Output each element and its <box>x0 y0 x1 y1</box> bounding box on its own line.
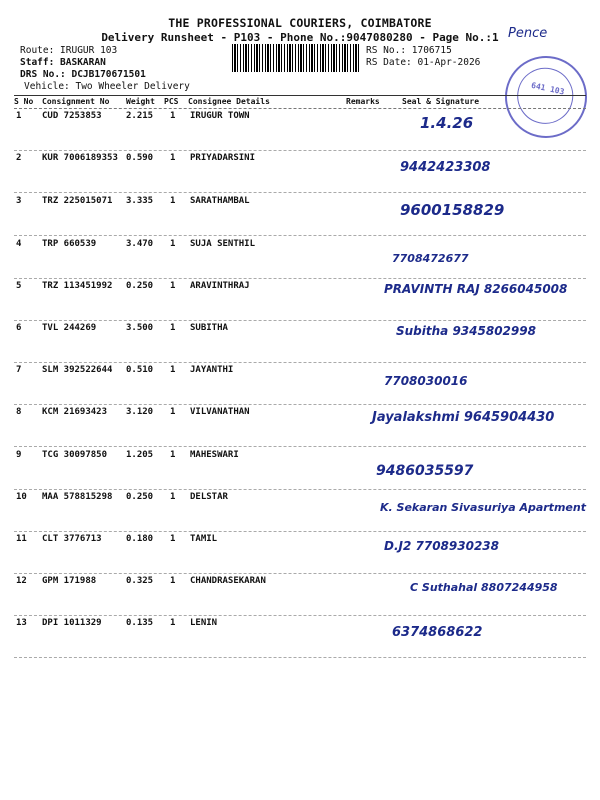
cell-weight: 3.500 <box>126 323 154 333</box>
table-row <box>14 236 586 279</box>
cell-sno: 10 <box>16 492 27 502</box>
cell-cons: TCG 30097850 <box>42 450 108 460</box>
table-row <box>14 320 586 363</box>
col-consignment: Consignment No <box>42 97 110 106</box>
cell-pcs: 1 <box>170 407 176 417</box>
cell-weight: 0.590 <box>126 153 154 163</box>
table-row <box>14 489 586 532</box>
staff-label: Staff: BASKARAN <box>20 57 106 68</box>
col-consignee: Consignee Details <box>188 97 270 106</box>
col-weight: Weight <box>126 97 155 106</box>
handwritten-signature: Jayalakshmi 9645904430 <box>372 410 555 425</box>
cell-sno: 1 <box>16 111 22 121</box>
cell-name: SARATHAMBAL <box>190 196 250 206</box>
table-row <box>14 531 586 574</box>
col-pcs: PCS <box>164 97 179 106</box>
cell-sno: 13 <box>16 618 27 628</box>
cell-name: IRUGUR TOWN <box>190 111 250 121</box>
cell-weight: 0.510 <box>126 365 154 375</box>
cell-cons: KUR 7006189353 <box>42 153 118 163</box>
cell-weight: 3.470 <box>126 239 154 249</box>
cell-sno: 8 <box>16 407 22 417</box>
corner-signature: Pence <box>508 26 548 41</box>
handwritten-signature: Subitha 9345802998 <box>396 324 536 338</box>
cell-weight: 0.135 <box>126 618 154 628</box>
cell-sno: 5 <box>16 281 22 291</box>
cell-weight: 3.335 <box>126 196 154 206</box>
table-row <box>14 404 586 447</box>
handwritten-signature: 1.4.26 <box>420 114 474 132</box>
cell-cons: TVL 244269 <box>42 323 97 333</box>
vehicle-label: Vehicle: Two Wheeler Delivery <box>24 81 190 92</box>
cell-sno: 6 <box>16 323 22 333</box>
col-sno: S No <box>14 97 34 106</box>
cell-weight: 0.250 <box>126 492 154 502</box>
cell-name: SUJA SENTHIL <box>190 239 256 249</box>
cell-sno: 2 <box>16 153 22 163</box>
handwritten-signature: D.J2 7708930238 <box>384 539 500 553</box>
handwritten-signature: 6374868622 <box>392 625 483 640</box>
cell-cons: TRP 660539 <box>42 239 97 249</box>
cell-pcs: 1 <box>170 281 176 291</box>
handwritten-signature: 9486035597 <box>376 463 474 479</box>
table-row <box>14 447 586 490</box>
cell-pcs: 1 <box>170 450 176 460</box>
handwritten-signature: 7708472677 <box>392 252 469 265</box>
cell-cons: MAA 578815298 <box>42 492 113 502</box>
cell-sno: 4 <box>16 239 22 249</box>
table-row <box>14 108 586 151</box>
cell-pcs: 1 <box>170 492 176 502</box>
cell-pcs: 1 <box>170 111 176 121</box>
barcode <box>232 44 360 72</box>
cell-name: VILVANATHAN <box>190 407 250 417</box>
cell-weight: 0.325 <box>126 576 154 586</box>
runsheet-subtitle: Delivery Runsheet - P103 - Phone No.:9047080280 - Page No.:1 <box>101 31 499 44</box>
cell-pcs: 1 <box>170 153 176 163</box>
cell-cons: CUD 7253853 <box>42 111 102 121</box>
rs-date: RS Date: 01-Apr-2026 <box>366 57 481 68</box>
cell-weight: 3.120 <box>126 407 154 417</box>
cell-weight: 2.215 <box>126 111 154 121</box>
handwritten-signature: 9442423308 <box>400 160 491 175</box>
route-label: Route: IRUGUR 103 <box>20 45 118 56</box>
cell-sno: 11 <box>16 534 27 544</box>
drs-label: DRS No.: DCJB170671501 <box>20 69 146 80</box>
cell-sno: 3 <box>16 196 22 206</box>
cell-weight: 0.250 <box>126 281 154 291</box>
col-signature: Seal & Signature <box>402 97 480 106</box>
table-row <box>14 362 586 405</box>
cell-cons: TRZ 113451992 <box>42 281 113 291</box>
cell-pcs: 1 <box>170 196 176 206</box>
cell-name: MAHESWARI <box>190 450 239 460</box>
cell-name: DELSTAR <box>190 492 228 502</box>
cell-cons: TRZ 225015071 <box>42 196 113 206</box>
cell-cons: DPI 1011329 <box>42 618 102 628</box>
cell-sno: 7 <box>16 365 22 375</box>
table-row <box>14 278 586 321</box>
cell-cons: SLM 392522644 <box>42 365 113 375</box>
cell-cons: GPM 171988 <box>42 576 97 586</box>
cell-pcs: 1 <box>170 576 176 586</box>
handwritten-signature: 9600158829 <box>400 201 505 219</box>
table-row <box>14 615 586 658</box>
post-office-stamp: 641 103 <box>497 48 594 145</box>
handwritten-signature: C Suthahal 8807244958 <box>410 581 558 594</box>
handwritten-signature: K. Sekaran Sivasuriya Apartment <box>380 501 586 514</box>
cell-name: SUBITHA <box>190 323 228 333</box>
cell-cons: KCM 21693423 <box>42 407 108 417</box>
table-row <box>14 193 586 236</box>
handwritten-signature: PRAVINTH RAJ 8266045008 <box>384 282 568 296</box>
cell-sno: 12 <box>16 576 27 586</box>
rs-number: RS No.: 1706715 <box>366 45 452 56</box>
cell-name: PRIYADARSINI <box>190 153 256 163</box>
cell-name: ARAVINTHRAJ <box>190 281 250 291</box>
cell-name: TAMIL <box>190 534 218 544</box>
table-header <box>14 95 586 109</box>
cell-name: CHANDRASEKARAN <box>190 576 266 586</box>
table-row <box>14 573 586 616</box>
cell-pcs: 1 <box>170 534 176 544</box>
cell-pcs: 1 <box>170 365 176 375</box>
cell-weight: 0.180 <box>126 534 154 544</box>
cell-weight: 1.205 <box>126 450 154 460</box>
company-title: THE PROFESSIONAL COURIERS, COIMBATORE <box>168 16 432 30</box>
table-row <box>14 150 586 193</box>
col-remarks: Remarks <box>346 97 380 106</box>
cell-pcs: 1 <box>170 618 176 628</box>
cell-cons: CLT 3776713 <box>42 534 102 544</box>
cell-pcs: 1 <box>170 323 176 333</box>
cell-pcs: 1 <box>170 239 176 249</box>
handwritten-signature: 7708030016 <box>384 374 468 388</box>
cell-name: LENIN <box>190 618 218 628</box>
cell-sno: 9 <box>16 450 22 460</box>
cell-name: JAYANTHI <box>190 365 234 375</box>
